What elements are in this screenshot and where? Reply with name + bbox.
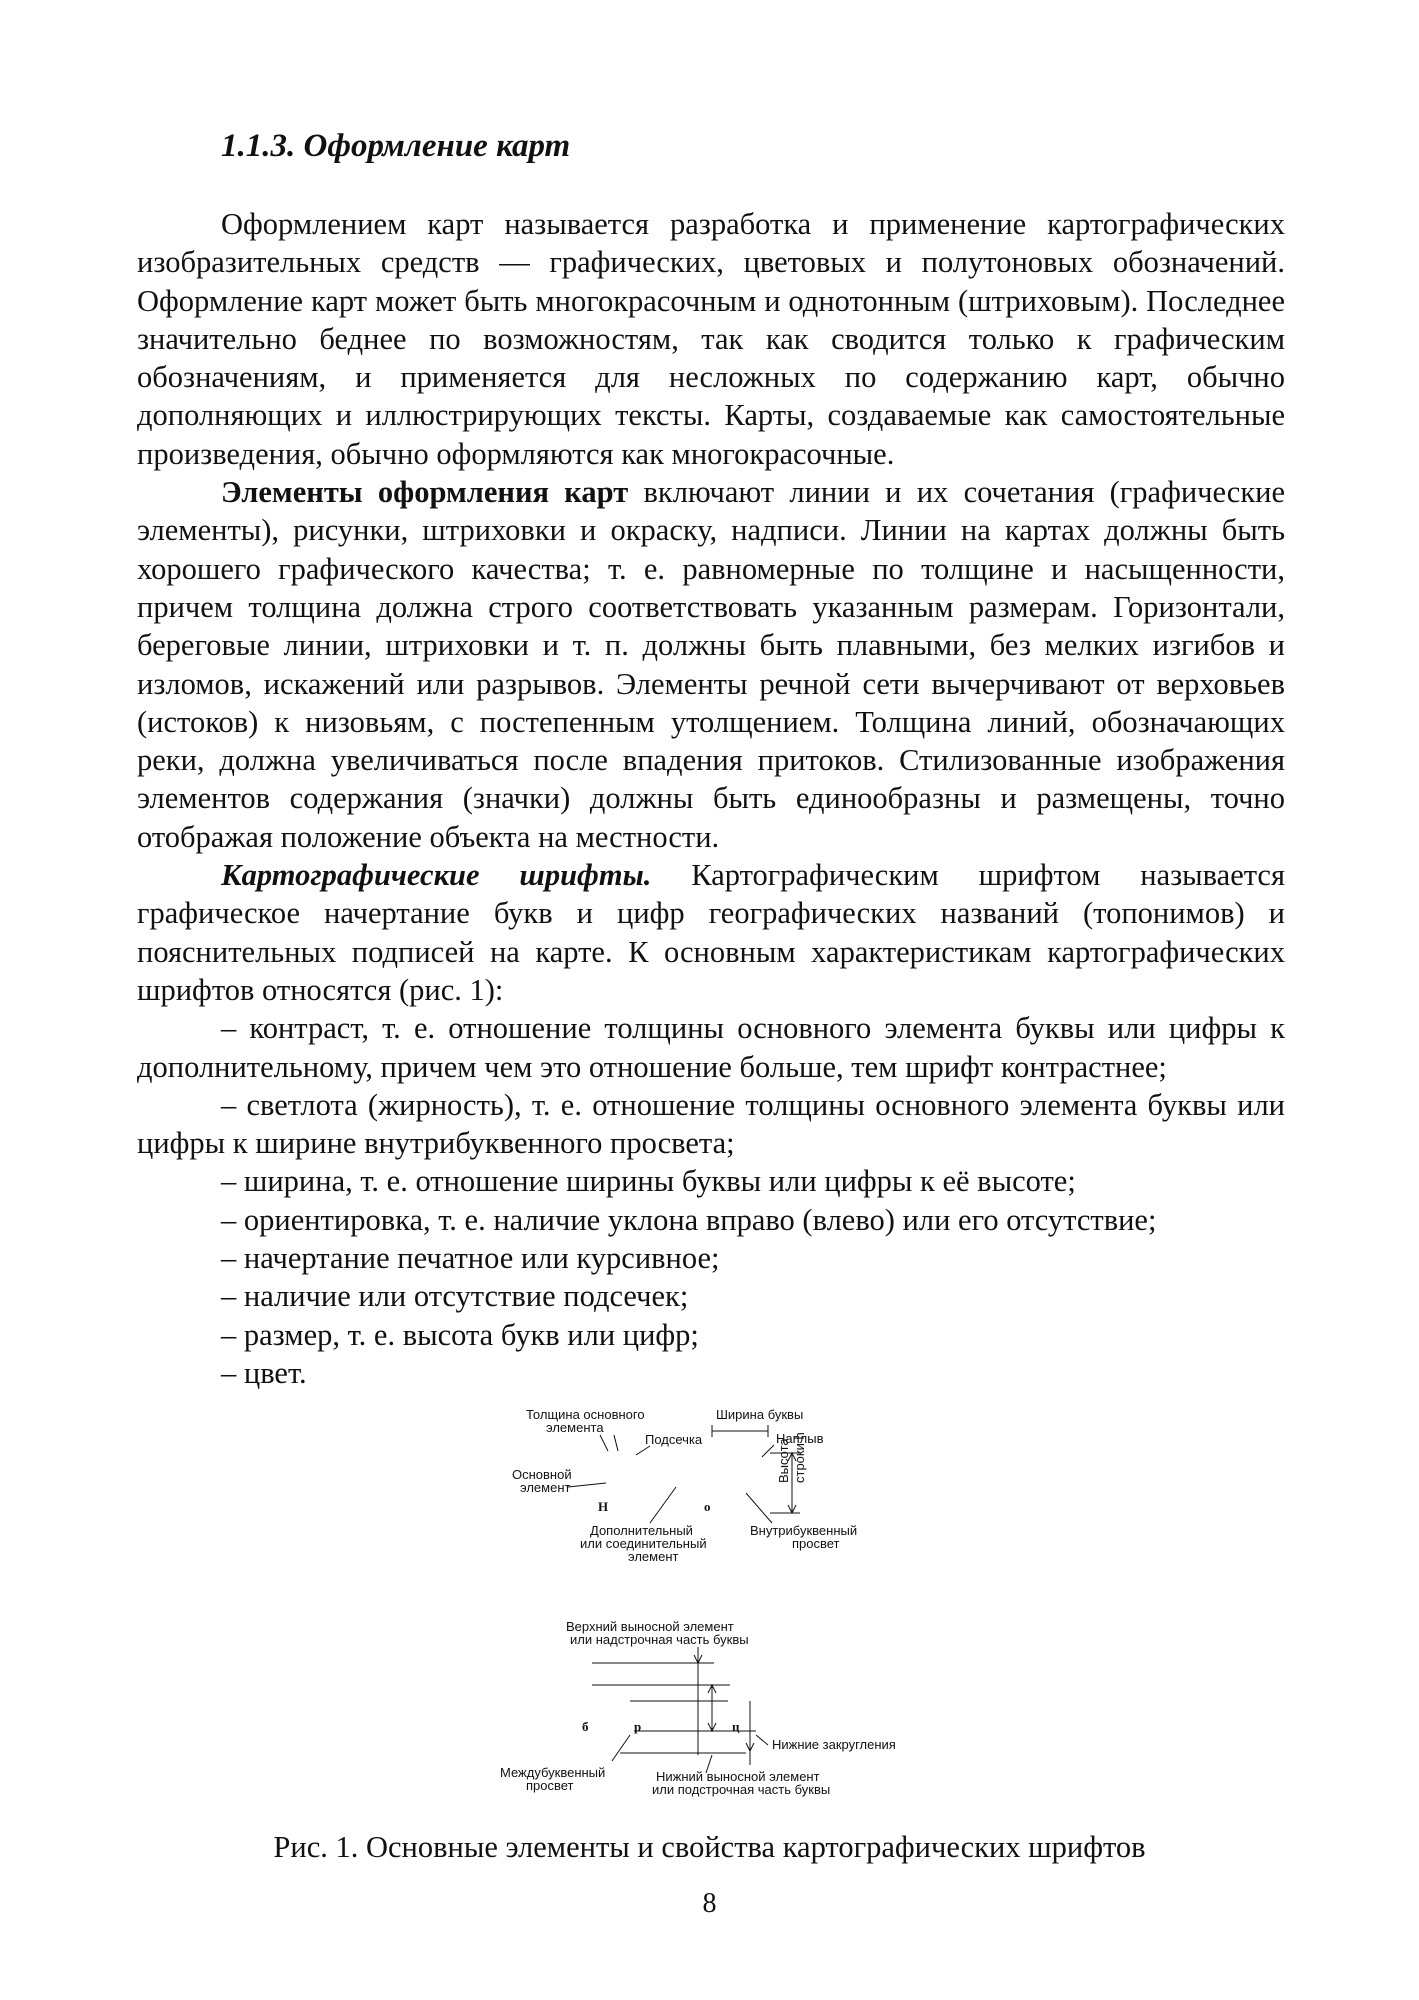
label-line-height-1: Высота (776, 1438, 791, 1483)
label-counter-2: просвет (792, 1536, 840, 1551)
font-elements-figure (500, 1405, 930, 1805)
label-counter-1: Внутрибуквенный (750, 1523, 858, 1538)
label-lower-rounding: Нижние закругления (772, 1737, 896, 1752)
paragraph-3-text: Картографическим шрифтом называется графическое начертание букв и цифр географических названий (топонимов) и пояснительных подписей на карте. К основным характеристикам картографических шрифтов относятся (рис. 1): (137, 858, 1286, 1007)
label-main-element-2: элемент (520, 1480, 571, 1495)
label-letter-spacing-1: Междубуквенный (500, 1765, 606, 1780)
list-item: – цвет. (221, 1355, 307, 1390)
list-item: – начертание печатное или курсивное; (221, 1241, 720, 1276)
bottom-leader-lines (592, 1647, 768, 1773)
list-item: – ширина, т. е. отношение ширины буквы или цифры к её высоте; (221, 1164, 1076, 1199)
label-ascender-1: Верхний выносной элемент (566, 1619, 734, 1634)
label-line-height-2: строки h (792, 1432, 807, 1483)
label-serif: Подсечка (645, 1432, 703, 1447)
paragraph-2-lead: Элементы оформления карт (221, 475, 629, 510)
glyph-o: о (704, 1499, 711, 1514)
label-auxiliary-3: элемент (628, 1549, 679, 1564)
label-descender-1: Нижний выносной элемент (656, 1769, 820, 1784)
label-auxiliary-1: Дополнительный (590, 1523, 693, 1538)
glyph-b: б (582, 1719, 589, 1734)
label-stem-thickness-2: элемента (546, 1420, 604, 1435)
label-stem-thickness-1: Толщина основного (526, 1407, 645, 1422)
glyph-h: Н (598, 1499, 609, 1514)
label-letter-spacing-2: просвет (526, 1778, 574, 1793)
figure-drawing (500, 1405, 930, 1805)
list-item: – ориентировка, т. е. наличие уклона вправо (влево) или его отсутствие; (221, 1202, 1157, 1237)
section-heading: 1.1.3. Оформление карт (221, 128, 571, 164)
label-auxiliary-2: или соединительный (580, 1536, 707, 1551)
paragraph-1: Оформлением карт называется разработка и применение картографических изобразительных средств — графических, цветовых и полутоновых обозначений. Оформление карт может быть многокрасочным и однотонным (штриховым). Последнее значительно беднее по возможностям, так как сводится только к графическим обозначениям, и применяется для несложных по содержанию карт, обычно дополняющих и иллюстрирующих тексты. Карты, создаваемые как самостоятельные произведения, обычно оформляются как многокрасочные. (137, 207, 1285, 471)
label-ascender-2: или надстрочная часть буквы (570, 1632, 749, 1647)
label-overshoot: Наплыв (776, 1431, 824, 1446)
list-item: – светлота (жирность), т. е. отношение толщины основного элемента буквы или цифры к ширине внутрибуквенного просвета; (137, 1087, 1285, 1161)
paragraph-2-text: включают линии и их сочетания (графические элементы), рисунки, штриховки и окраску, надписи. Линии на картах должны быть хорошего графического качества; т. е. равномерные по толщине и насыщенности, причем толщина должна строго соответствовать указанным размерам. Горизонтали, береговые линии, штриховки и т. п. должны быть плавными, без мелких изгибов и изломов, искажений или разрывов. Элементы речной сети вычерчивают от верховьев (истоков) к низовьям, с постепенным утолщением. Толщина линий, обозначающих реки, должна увеличиваться после впадения притоков. Стилизованные изображения элементов содержания (значки) должны быть единообразны и размещены, точно отображая положение объекта на местности. (137, 475, 1285, 854)
label-main-element-1: Основной (512, 1467, 572, 1482)
paragraph-3 (137, 856, 1285, 1009)
list-item: – контраст, т. е. отношение толщины основного элемента буквы или цифры к дополнительному, причем чем это отношение больше, тем шрифт контрастнее; (137, 1011, 1285, 1084)
list-item: – наличие или отсутствие подсечек; (221, 1279, 689, 1314)
label-descender-2: или подстрочная часть буквы (652, 1782, 831, 1797)
figure-caption: Рис. 1. Основные элементы и свойства картографических шрифтов (273, 1830, 1146, 1864)
page-number: 8 (702, 1888, 717, 1919)
glyph-p: р (634, 1719, 642, 1734)
body-text (137, 205, 1285, 1392)
label-letter-width: Ширина буквы (716, 1407, 804, 1422)
paragraph-2 (137, 473, 1285, 856)
list-item: – размер, т. е. высота букв или цифр; (221, 1317, 699, 1352)
glyph-ts: ц (732, 1719, 740, 1734)
paragraph-3-lead: Картографические шрифты. (221, 858, 652, 893)
